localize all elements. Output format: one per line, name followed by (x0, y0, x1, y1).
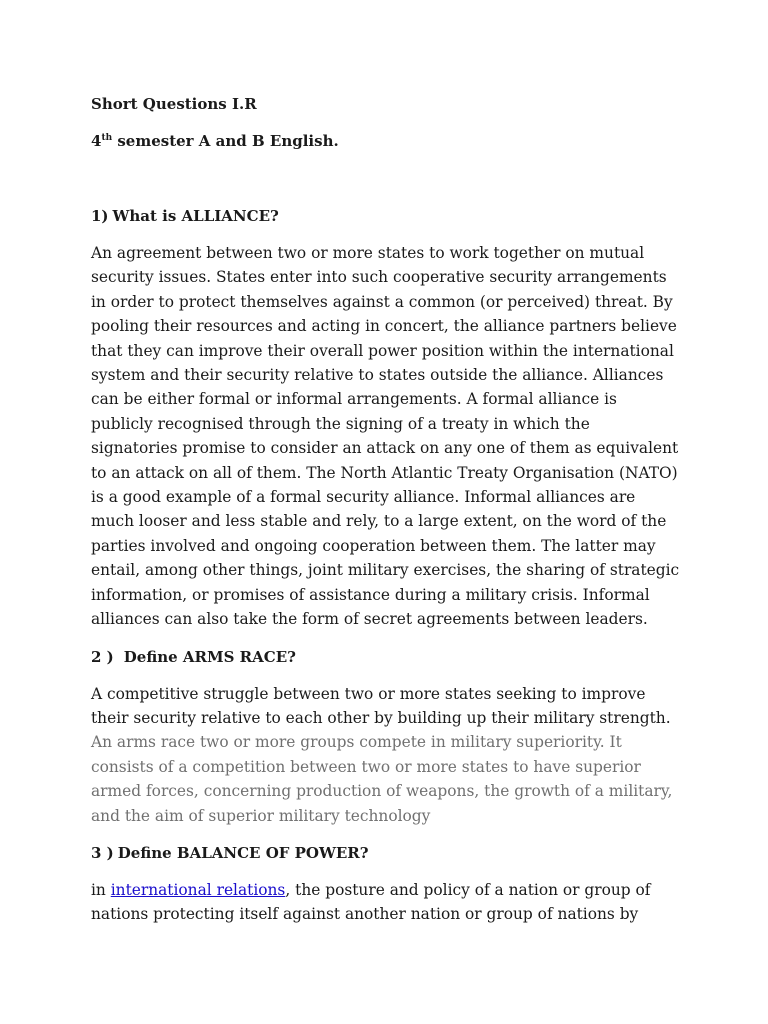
international-relations-link[interactable]: international relations (110, 880, 286, 899)
question-2-answer-muted: An arms race two or more groups compete in military superiority. It consists of a competition between two or more states to have superior armed forces, concerning production of weapons, the growth of a military, and the aim of superior military technology (91, 733, 673, 825)
question-2-number: 2 ) (91, 647, 114, 666)
question-1-number: 1) (91, 207, 109, 225)
semester-text: semester A and B English. (112, 132, 339, 150)
question-2-heading (91, 645, 681, 669)
question-1-heading (91, 204, 681, 228)
question-3-answer (91, 878, 681, 927)
question-2-answer (91, 682, 681, 828)
document-title: Short Questions I.R (91, 95, 257, 113)
semester-superscript: th (101, 133, 113, 143)
document-page (91, 92, 681, 940)
question-3-heading (91, 841, 681, 865)
document-subtitle (91, 129, 681, 153)
question-3-number: 3 ) (91, 843, 114, 862)
question-3-title: Define BALANCE OF POWER? (117, 843, 369, 862)
question-1-answer: An agreement between two or more states to work together on mutual security issues. States enter into such cooperative security arrangements in order to protect themselves against a common (or perceived) threat. By pooling their resources and acting in concert, the alliance partners believe that they can improve their overall power position within the international system and their security relative to states outside the alliance. Alliances can be either formal or informal arrangements. A formal alliance is publicly recognised through the signing of a treaty in which the signatories promise to consider an attack on any one of them as equivalent to an attack on all of them. The North Atlantic Treaty Organisation (NATO) is a good example of a formal security alliance. Informal alliances are much looser and less stable and rely, to a large extent, on the word of the parties involved and ongoing cooperation between them. The latter may entail, among other things, joint military exercises, the sharing of strategic information, or promises of assistance during a military crisis. Informal alliances can also take the form of secret agreements between leaders. (91, 244, 680, 629)
semester-number: 4 (91, 132, 102, 150)
question-3-answer-suffix: , the posture and policy of a nation or group of nations protecting itself against another nation or group of nations by (91, 880, 651, 924)
question-2-title: Define ARMS RACE? (123, 647, 296, 666)
question-1-title: What is ALLIANCE? (112, 207, 279, 225)
question-3-answer-prefix: in (91, 880, 111, 899)
question-2-answer-main: A competitive struggle between two or more states seeking to improve their security relative to each other by building up their military strength. (91, 684, 671, 727)
